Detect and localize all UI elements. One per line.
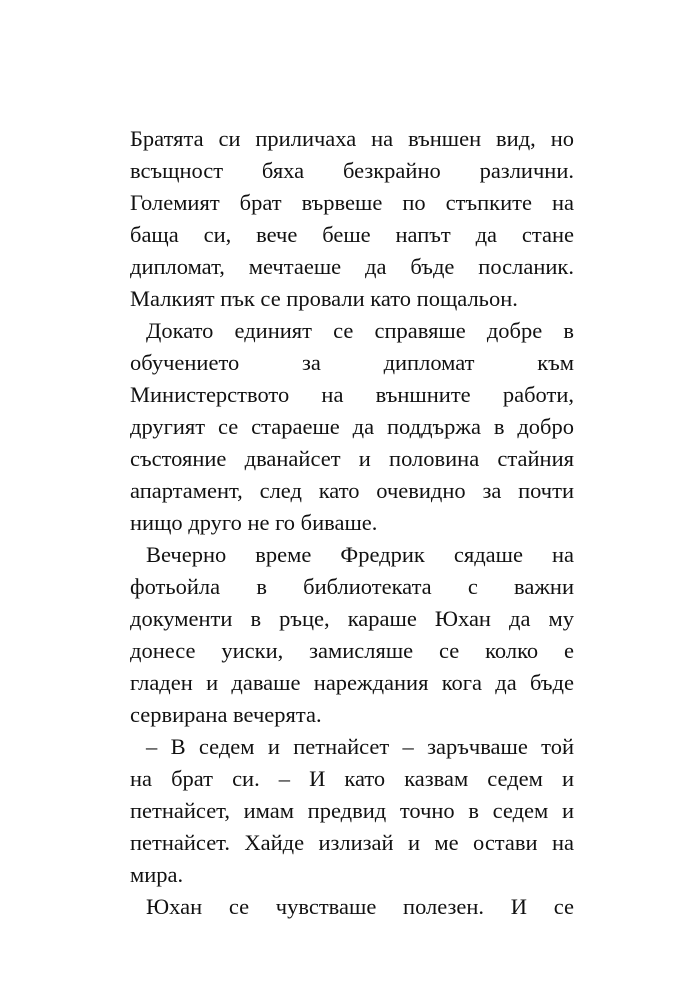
paragraph	[130, 891, 574, 923]
text-line: Докато единият се справяше добре в	[146, 318, 574, 343]
text-line: фотьойла в библиотеката с важни	[130, 574, 574, 599]
text-line: дипломат, мечтаеше да бъде посланик.	[130, 254, 574, 279]
text-line: Братята си приличаха на външен вид, но	[130, 126, 574, 151]
text-line: мира.	[130, 862, 184, 887]
body-text	[130, 123, 574, 923]
text-line: – В седем и петнайсет – заръчваше той	[146, 734, 574, 759]
text-line: обучението за дипломат към	[130, 350, 574, 375]
paragraph	[130, 315, 574, 539]
text-line: баща си, вече беше напът да стане	[130, 222, 574, 247]
text-line: донесе уиски, замисляше се колко е	[130, 638, 574, 663]
text-line: апартамент, след като очевидно за почти	[130, 478, 574, 503]
paragraph	[130, 123, 574, 315]
text-line: петнайсет. Хайде излизай и ме остави на	[130, 830, 574, 855]
text-line: състояние дванайсет и половина стайния	[130, 446, 574, 471]
text-line: всъщност бяха безкрайно различни.	[130, 158, 574, 183]
paragraph	[130, 731, 574, 891]
text-line: Министерството на външните работи,	[130, 382, 574, 407]
text-line: сервирана вечерята.	[130, 702, 322, 727]
text-line: Юхан се чувстваше полезен. И се	[146, 894, 574, 919]
paragraph	[130, 539, 574, 731]
text-line: гладен и даваше нареждания кога да бъде	[130, 670, 574, 695]
text-line: другият се стараеше да поддържа в добро	[130, 414, 574, 439]
text-line: на брат си. – И като казвам седем и	[130, 766, 574, 791]
text-line: Вечерно време Фредрик сядаше на	[146, 542, 574, 567]
text-line: документи в ръце, караше Юхан да му	[130, 606, 574, 631]
text-line: Големият брат вървеше по стъпките на	[130, 190, 574, 215]
text-line: нищо друго не го биваше.	[130, 510, 378, 535]
text-line: петнайсет, имам предвид точно в седем и	[130, 798, 574, 823]
text-line: Малкият пък се провали като пощальон.	[130, 286, 518, 311]
